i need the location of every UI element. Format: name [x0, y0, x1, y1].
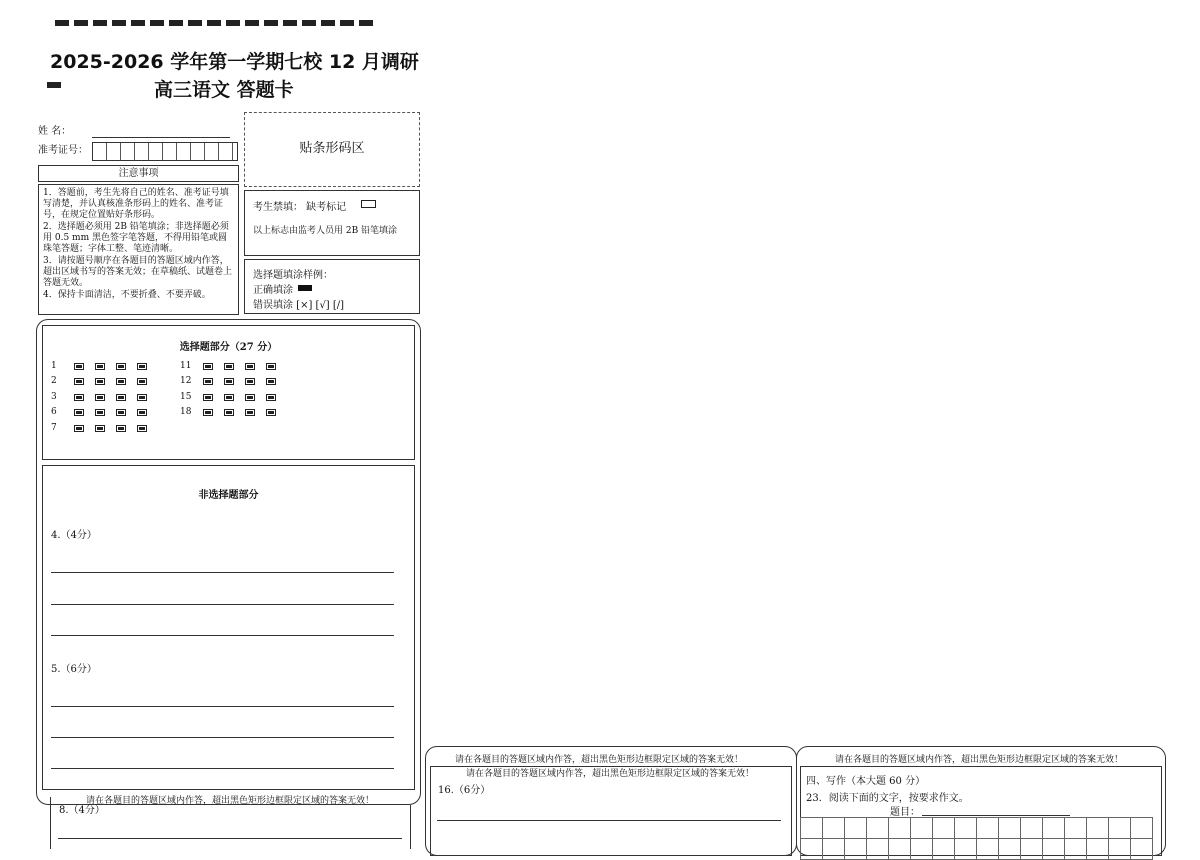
question-number: 1: [51, 361, 57, 371]
nonchoice-section: [42, 465, 415, 790]
essay-topic-line[interactable]: [922, 815, 1070, 816]
position-mark: [47, 82, 61, 88]
option-a-bubble[interactable]: [73, 376, 86, 386]
option-a-bubble[interactable]: [73, 407, 86, 417]
option-d-bubble[interactable]: [136, 407, 149, 417]
choice-row[interactable]: [180, 361, 278, 371]
option-d-bubble[interactable]: [265, 392, 278, 402]
choice-row[interactable]: [180, 407, 278, 417]
answer-line[interactable]: [437, 820, 781, 821]
barcode-area-label: 贴条形码区: [299, 141, 365, 156]
absent-checkbox[interactable]: [361, 200, 376, 208]
option-c-bubble[interactable]: [244, 361, 257, 371]
exam-id-label: 准考证号：: [38, 145, 88, 156]
answer-line[interactable]: [51, 768, 394, 769]
boundary-notice: 请在各题目的答题区域内作答，超出黑色矩形边框限定区域的答案无效！: [86, 796, 375, 806]
question-16-box: [430, 766, 792, 856]
question-23-label: 23．阅读下面的文字，按要求作文。: [806, 793, 969, 804]
option-b-bubble[interactable]: [94, 361, 107, 371]
notice-item-4: 4．保持卡面清洁，不要折叠、不要弄破。: [43, 290, 211, 300]
question-number: 3: [51, 392, 57, 402]
choice-row[interactable]: [180, 392, 278, 402]
option-c-bubble[interactable]: [115, 361, 128, 371]
notice-item-1: 1．答题前，考生先将自己的姓名、准考证号填写清楚，并认真核准条形码上的姓名、准考证号，在规定位置贴好条形码。: [43, 188, 229, 220]
answer-line[interactable]: [51, 604, 394, 605]
boundary-notice: 请在各题目的答题区域内作答，超出黑色矩形边框限定区域的答案无效！: [466, 769, 755, 779]
option-a-bubble[interactable]: [202, 376, 215, 386]
question-number: 18: [180, 407, 192, 417]
option-c-bubble[interactable]: [115, 407, 128, 417]
option-b-bubble[interactable]: [94, 407, 107, 417]
notice-title: 注意事项: [118, 168, 159, 179]
essay-grid[interactable]: [801, 818, 1153, 860]
name-label: 姓 名：: [38, 126, 72, 137]
option-b-bubble[interactable]: [223, 376, 236, 386]
sample-wrong: 错误填涂 [×] [√] [/]: [253, 300, 345, 311]
page-header-dashes: [55, 20, 373, 26]
option-d-bubble[interactable]: [136, 392, 149, 402]
absent-label: 考生禁填： 缺考标记: [253, 202, 347, 213]
question-number: 7: [51, 423, 57, 433]
question-8-label: 8.（4分）: [59, 805, 105, 816]
option-b-bubble[interactable]: [94, 392, 107, 402]
option-d-bubble[interactable]: [136, 423, 149, 433]
answer-line[interactable]: [58, 838, 402, 839]
question-number: 6: [51, 407, 57, 417]
option-d-bubble[interactable]: [265, 407, 278, 417]
sample-title: 选择题填涂样例：: [253, 270, 333, 281]
notice-box: [38, 184, 239, 315]
option-b-bubble[interactable]: [223, 407, 236, 417]
question-number: 15: [180, 392, 192, 402]
choice-row[interactable]: [51, 423, 149, 433]
lower-frame-left: [50, 797, 51, 849]
option-b-bubble[interactable]: [94, 423, 107, 433]
option-a-bubble[interactable]: [202, 407, 215, 417]
option-a-bubble[interactable]: [73, 423, 86, 433]
option-b-bubble[interactable]: [223, 392, 236, 402]
exam-id-boxes[interactable]: [92, 142, 238, 161]
choice-row[interactable]: [180, 376, 278, 386]
option-c-bubble[interactable]: [244, 407, 257, 417]
writing-section-title: 四、写作（本大题 60 分）: [806, 776, 926, 787]
boundary-notice: 请在各题目的答题区域内作答，超出黑色矩形边框限定区域的答案无效！: [835, 755, 1124, 765]
option-d-bubble[interactable]: [136, 361, 149, 371]
choice-row[interactable]: [51, 392, 149, 402]
option-a-bubble[interactable]: [202, 392, 215, 402]
option-c-bubble[interactable]: [244, 376, 257, 386]
question-16-label: 16.（6分）: [438, 785, 491, 796]
option-b-bubble[interactable]: [223, 361, 236, 371]
option-b-bubble[interactable]: [94, 376, 107, 386]
option-c-bubble[interactable]: [115, 392, 128, 402]
choice-row[interactable]: [51, 376, 149, 386]
choice-title: 选择题部分（27 分）: [179, 342, 278, 353]
notice-item-2: 2．选择题必须用 2B 铅笔填涂；非选择题必须用 0.5 mm 黑色签字笔答题，不得用铅笔或圆珠笔答题；字体工整、笔迹清晰。: [43, 222, 229, 254]
choice-row[interactable]: [51, 407, 149, 417]
answer-line[interactable]: [51, 737, 394, 738]
option-d-bubble[interactable]: [136, 376, 149, 386]
boundary-notice: 请在各题目的答题区域内作答，超出黑色矩形边框限定区域的答案无效！: [455, 755, 744, 765]
absent-note: 以上标志由监考人员用 2B 铅笔填涂: [253, 226, 398, 236]
question-number: 2: [51, 376, 57, 386]
option-c-bubble[interactable]: [115, 376, 128, 386]
answer-line[interactable]: [51, 635, 394, 636]
notice-item-3: 3．请按题号顺序在各题目的答题区域内作答，超出区域书写的答案无效；在草稿纸、试题卷上答题无效。: [43, 256, 233, 288]
option-a-bubble[interactable]: [73, 361, 86, 371]
essay-topic-label: 题目：: [890, 807, 920, 818]
sample-filled-mark: [298, 285, 312, 291]
fill-sample-box: [244, 259, 420, 314]
sample-correct: 正确填涂: [253, 285, 293, 296]
exam-subtitle: 高三语文 答题卡: [154, 79, 294, 101]
option-c-bubble[interactable]: [244, 392, 257, 402]
question-4-label: 4.（4分）: [51, 530, 97, 541]
option-a-bubble[interactable]: [73, 392, 86, 402]
option-d-bubble[interactable]: [265, 361, 278, 371]
option-a-bubble[interactable]: [202, 361, 215, 371]
answer-line[interactable]: [51, 572, 394, 573]
option-d-bubble[interactable]: [265, 376, 278, 386]
notice-title-box: [38, 165, 239, 182]
question-number: 12: [180, 376, 192, 386]
question-number: 11: [180, 361, 192, 371]
answer-line[interactable]: [51, 706, 394, 707]
exam-title: 2025-2026 学年第一学期七校 12 月调研: [50, 51, 419, 73]
absent-mark-box: [244, 190, 420, 256]
name-input-line[interactable]: [92, 137, 230, 138]
choice-row[interactable]: [51, 361, 149, 371]
question-5-label: 5.（6分）: [51, 664, 97, 675]
nonchoice-title: 非选择题部分: [198, 490, 259, 501]
option-c-bubble[interactable]: [115, 423, 128, 433]
barcode-area: [244, 112, 420, 187]
lower-frame-right: [410, 805, 411, 849]
